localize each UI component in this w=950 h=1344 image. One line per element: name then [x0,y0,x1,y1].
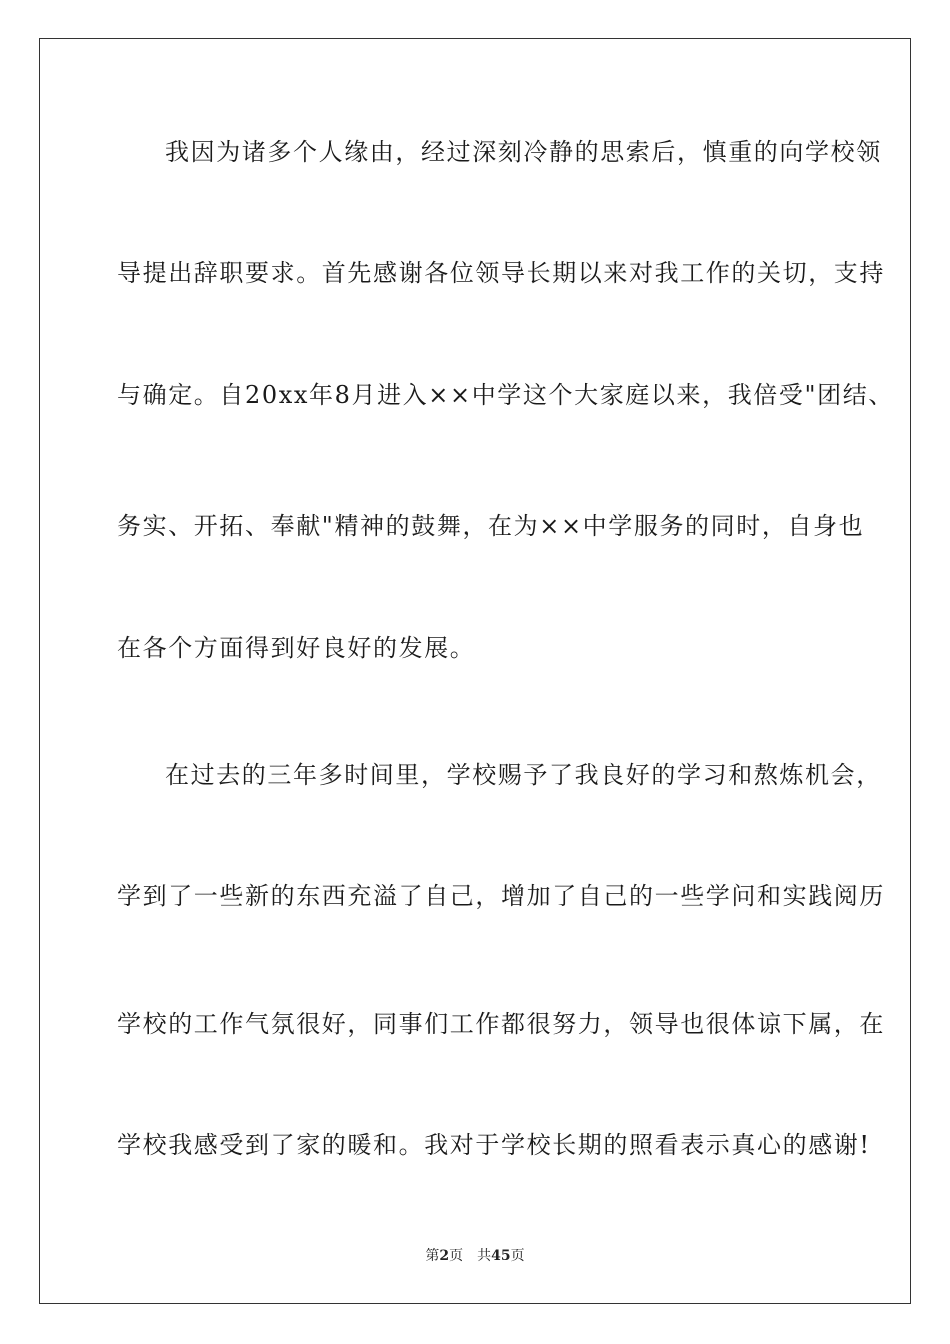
paragraph-line: 学校我感受到了家的暖和。我对于学校长期的照看表示真心的感谢! [117,1131,871,1159]
total-pages: 45 [491,1248,511,1264]
paragraph-line: 学校的工作气氛很好，同事们工作都很努力，领导也很体谅下属，在 [117,1010,885,1038]
page-border [39,38,911,1304]
paragraph-line: 务实、开拓、奉献"精神的鼓舞，在为××中学服务的同时，自身也 [117,512,865,540]
total-suffix: 页 [510,1248,525,1264]
page-number: 2 [439,1248,450,1264]
page-prefix: 第 [425,1248,440,1264]
paragraph-line: 我因为诸多个人缘由，经过深刻冷静的思索后，慎重的向学校领 [165,138,882,166]
paragraph-line: 在各个方面得到好良好的发展。 [117,634,476,662]
paragraph-line: 在过去的三年多时间里，学校赐予了我良好的学习和熬炼机会， [165,761,882,789]
paragraph-line: 学到了一些新的东西充溢了自己，增加了自己的一些学问和实践阅历 [117,882,885,910]
paragraph-line: 导提出辞职要求。首先感谢各位领导长期以来对我工作的关切，支持 [117,259,885,287]
total-prefix: 共 [477,1248,492,1264]
page-suffix: 页 [449,1248,464,1264]
page-footer [0,1247,950,1265]
paragraph-line: 与确定。自20xx年8月进入××中学这个大家庭以来，我倍受"团结、 [117,381,894,409]
